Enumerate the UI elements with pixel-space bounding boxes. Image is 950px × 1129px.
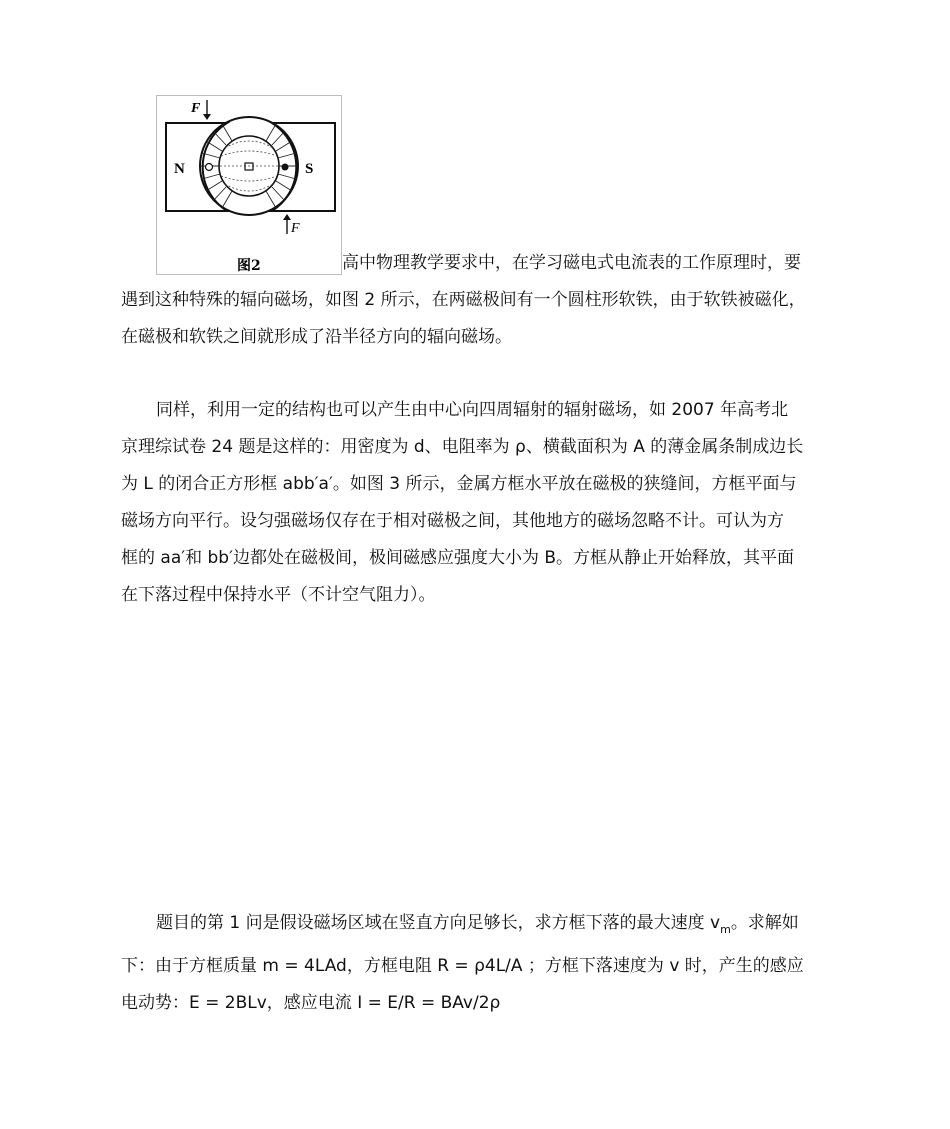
paragraph-2-line-1: 同样，利用一定的结构也可以产生由中心向四周辐射的辐射磁场，如 2007 年高考北 [156,400,789,420]
paragraph-3-line-1-tail: 。求解如 [730,913,799,933]
paragraph-2-line-4: 磁场方向平行。设匀强磁场仅存在于相对磁极之间，其他地方的磁场忽略不计。可认为方 [121,511,784,531]
paragraph-solution [121,905,833,1022]
paragraph-1-line-1: 高中物理教学要求中，在学习磁电式电流表的工作原理时，要 [342,253,801,273]
max-velocity-subscript: m [720,923,731,936]
coil-side-right [282,164,289,171]
paragraph-2-line-3: 为 L 的闭合正方形框 abb′a′。如图 3 所示，金属方框水平放在磁极的狭缝间，方框平面与 [121,474,797,494]
paragraph-radial-field-intro [121,245,833,356]
north-pole-label: N [174,161,185,177]
paragraph-exam-problem [121,392,833,614]
south-pole-label: S [305,161,314,177]
paragraph-1-line-2: 遇到这种特殊的辐向磁场，如图 2 所示，在两磁极间有一个圆柱形软铁，由于软铁被磁化， [121,290,806,310]
paragraph-3-line-1 [121,905,833,948]
paragraph-3-line-2: 下：由于方框质量 m = 4LAd，方框电阻 R = ρ4L/A ；方框下落速度为 v 时，产生的感应 [121,956,804,976]
figure-caption: 图2 [237,258,261,274]
force-label-bottom: F [291,221,300,236]
paragraph-2-line-5: 框的 aa′和 bb′边都处在磁极间，极间磁感应强度大小为 B。方框从静止开始释放，其平面 [121,548,795,568]
paragraph-3-line-3: 电动势：E = 2BLv，感应电流 I = E/R = BAv/2ρ [121,993,501,1013]
axis-marker [245,163,253,170]
paragraph-1-line-3: 在磁极和软铁之间就形成了沿半径方向的辐向磁场。 [121,327,512,347]
paragraph-2-line-2: 京理综试卷 24 题是这样的：用密度为 d、电阻率为 ρ、横截面积为 A 的薄金属条制成边长 [121,437,804,457]
coil-side-left [206,164,213,171]
paragraph-3-line-1-text: 题目的第 1 问是假设磁场区域在竖直方向足够长，求方框下落的最大速度 v [156,913,721,933]
paragraph-2-line-6: 在下落过程中保持水平（不计空气阻力）。 [121,585,436,605]
interior-field-lines [220,141,278,191]
force-label-top: F [191,101,201,116]
